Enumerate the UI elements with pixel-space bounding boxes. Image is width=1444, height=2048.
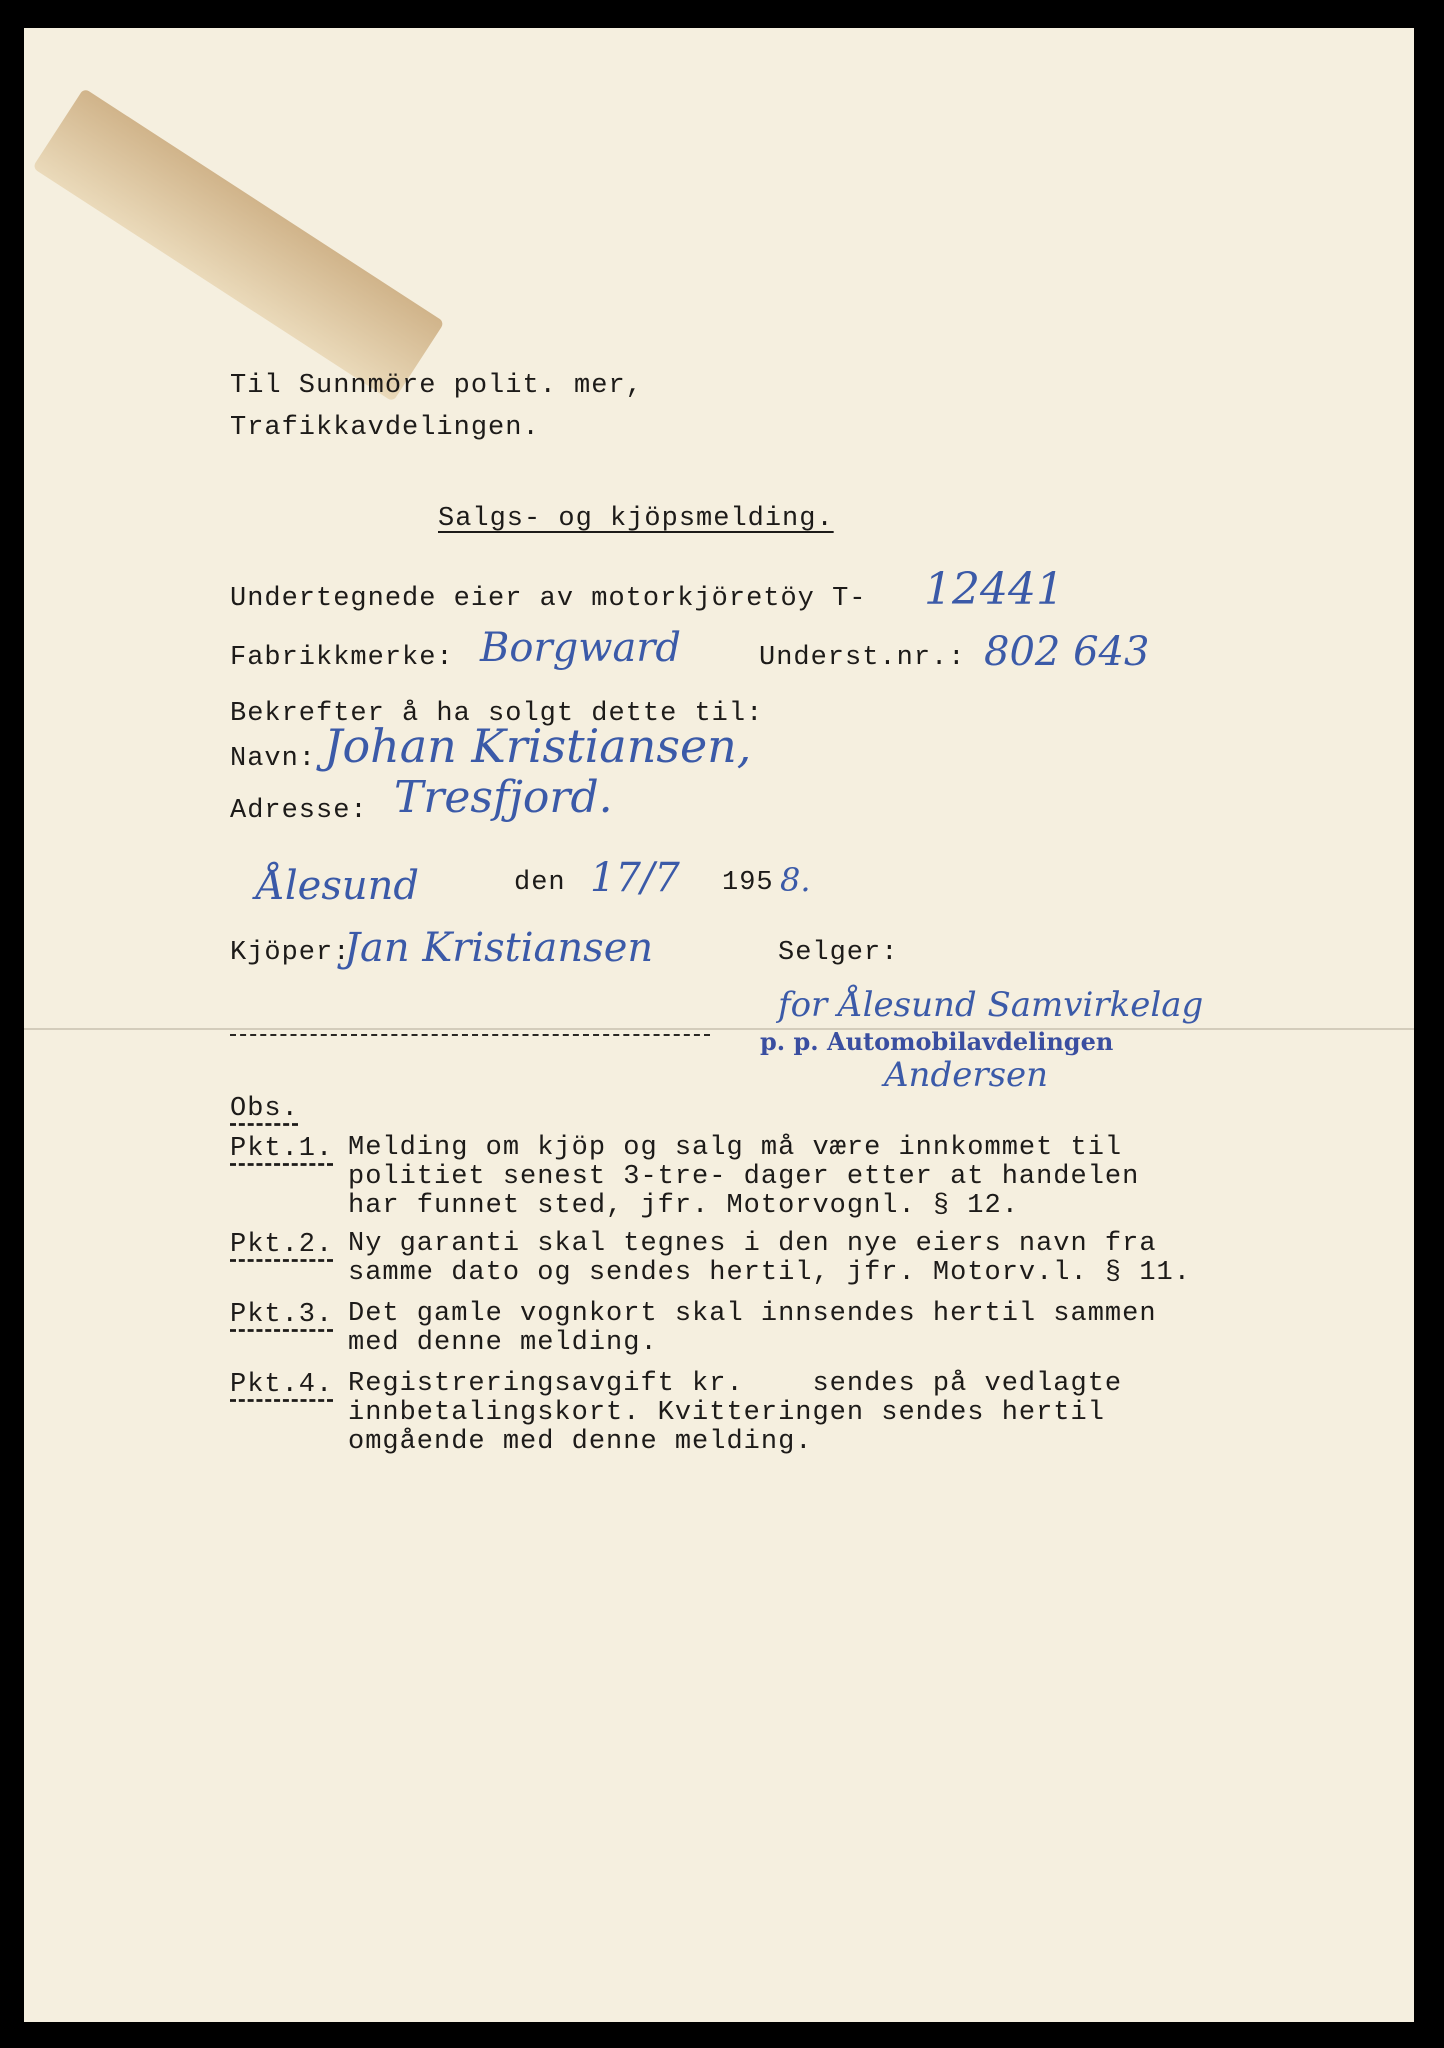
den-label: den	[514, 868, 566, 898]
seller-label: Selger:	[778, 938, 899, 968]
address-label: Adresse:	[230, 796, 368, 826]
buyer-signature: Jan Kristiansen	[344, 925, 654, 971]
chassis-handwritten: 802 643	[984, 629, 1150, 675]
reg-number-handwritten: 12441	[924, 564, 1064, 615]
chassis-label: Underst.nr.:	[759, 643, 966, 673]
note-4-text: Registreringsavgift kr. sendes på vedlagte innbetalingskort. Kvitteringen sendes hertil omgående med denne melding.	[348, 1369, 1123, 1457]
recipient-line: Til Sunnmöre polit. mer,	[230, 371, 643, 401]
note-4-label: Pkt.4.	[230, 1370, 334, 1400]
name-handwritten: Johan Kristiansen,	[324, 719, 752, 773]
owner-label: Undertegnede eier av motorkjöretöy T-	[230, 584, 867, 614]
name-label: Navn:	[230, 744, 317, 774]
day-month-handwritten: 17/7	[590, 855, 680, 901]
year-typed: 195	[722, 868, 774, 898]
note-3-text: Det gamle vognkort skal innsendes hertil sammen med denne melding.	[348, 1299, 1157, 1358]
buyer-label: Kjöper:	[230, 938, 351, 968]
note-1-text: Melding om kjöp og salg må være innkommet til politiet senest 3-tre- dager etter at handelen har funnet sted, jfr. Motorvognl. § 12.	[348, 1133, 1140, 1221]
note-1-label: Pkt.1.	[230, 1134, 334, 1164]
confirm-line: Bekrefter å ha solgt dette til:	[230, 699, 764, 729]
fold-line	[24, 1028, 1414, 1030]
document-page	[24, 28, 1414, 2022]
year-handwritten: 8.	[780, 861, 811, 899]
seller-signature: for Ålesund Samvirkelag	[778, 985, 1204, 1025]
note-3-label: Pkt.3.	[230, 1300, 334, 1330]
tape-strip	[32, 88, 444, 402]
seller-signature-2: Andersen	[884, 1055, 1049, 1095]
note-2-label: Pkt.2.	[230, 1230, 334, 1260]
form-title: Salgs- og kjöpsmelding.	[438, 504, 834, 534]
notes-heading: Obs.	[230, 1094, 299, 1124]
make-handwritten: Borgward	[480, 625, 682, 671]
department-line: Trafikkavdelingen.	[230, 413, 540, 443]
buyer-signature-line	[230, 1034, 710, 1036]
seller-stamp: p. p. Automobilavdelingen	[760, 1027, 1114, 1056]
address-handwritten: Tresfjord.	[394, 772, 613, 823]
make-label: Fabrikkmerke:	[230, 643, 454, 673]
place-handwritten: Ålesund	[256, 863, 420, 909]
note-2-text: Ny garanti skal tegnes i den nye eiers navn fra samme dato og sendes hertil, jfr. Motorv.l. § 11.	[348, 1229, 1191, 1288]
